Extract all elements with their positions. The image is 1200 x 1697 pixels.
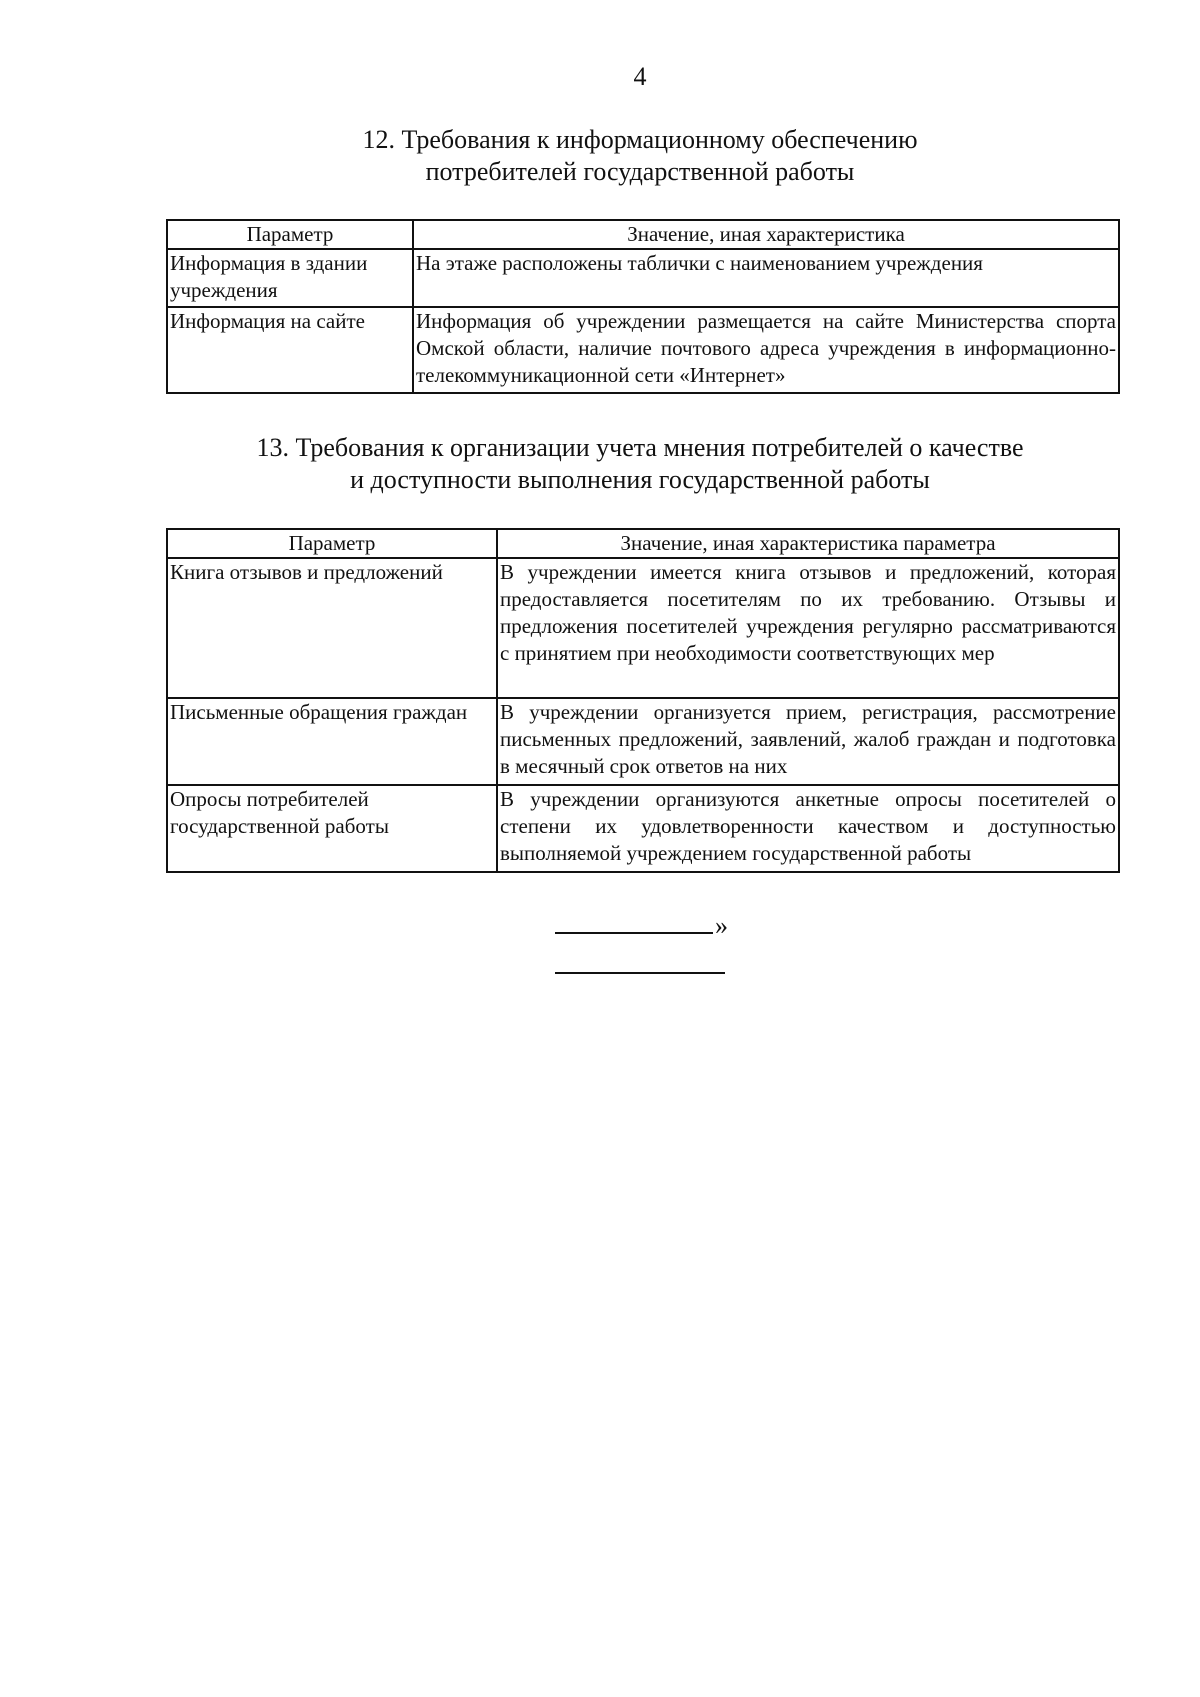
value-cell: Информация об учреждении размещается на сайте Министерства спорта Омской области, наличие почтового адреса учреждения в информационно-телекоммуникационной сети «Интернет» bbox=[413, 307, 1119, 393]
closing-quote: » bbox=[715, 911, 728, 940]
table-row bbox=[167, 249, 1119, 307]
column-header-value: Значение, иная характеристика bbox=[413, 220, 1119, 249]
value-cell: В учреждении организуется прием, регистрация, рассмотрение письменных предложений, заявлений, жалоб граждан и подготовка в месячный срок ответов на них bbox=[497, 698, 1119, 785]
parameter-cell: Опросы потребителей государственной работы bbox=[167, 785, 497, 872]
value-cell: В учреждении имеется книга отзывов и предложений, которая предоставляется посетителям по их требованию. Отзывы и предложения посетителей учреждения регулярно рассматриваются с принятием при необходимости соответствующих мер bbox=[497, 558, 1119, 698]
value-cell: В учреждении организуются анкетные опросы посетителей о степени их удовлетворенности качеством и доступностью выполняемой учреждением государственной работы bbox=[497, 785, 1119, 872]
section-12-heading bbox=[0, 124, 1200, 188]
closing-mark bbox=[555, 908, 755, 941]
closing-underline bbox=[555, 908, 713, 934]
table-row bbox=[167, 307, 1119, 393]
table-row bbox=[167, 698, 1119, 785]
parameter-cell: Информация в здании учреждения bbox=[167, 249, 413, 307]
value-cell: На этаже расположены таблички с наименованием учреждения bbox=[413, 249, 1119, 307]
column-header-parameter: Параметр bbox=[167, 220, 413, 249]
section-13-heading-line-1: 13. Требования к организации учета мнения потребителей о качестве bbox=[256, 433, 1024, 462]
column-header-parameter: Параметр bbox=[167, 529, 497, 558]
column-header-value: Значение, иная характеристика параметра bbox=[497, 529, 1119, 558]
section-13-heading bbox=[0, 432, 1200, 496]
end-rule bbox=[555, 972, 725, 974]
section-12-heading-line-1: 12. Требования к информационному обеспечению bbox=[362, 125, 918, 154]
feedback-requirements-table bbox=[166, 528, 1120, 873]
table-row bbox=[167, 558, 1119, 698]
section-13-heading-line-2: и доступности выполнения государственной работы bbox=[350, 465, 930, 494]
info-requirements-table bbox=[166, 219, 1120, 394]
parameter-cell: Письменные обращения граждан bbox=[167, 698, 497, 785]
table-header-row bbox=[167, 220, 1119, 249]
table-header-row bbox=[167, 529, 1119, 558]
page-number: 4 bbox=[633, 62, 647, 91]
section-12-heading-line-2: потребителей государственной работы bbox=[425, 157, 855, 186]
parameter-cell: Информация на сайте bbox=[167, 307, 413, 393]
parameter-cell: Книга отзывов и предложений bbox=[167, 558, 497, 698]
table-row bbox=[167, 785, 1119, 872]
